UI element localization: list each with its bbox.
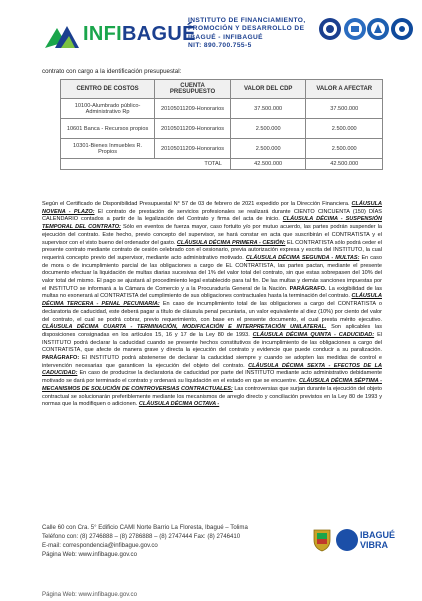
certification-seal-4-icon	[390, 17, 414, 41]
clause-9-text: El contrato de prestación de servicios profesionales se realizará durante CIENTO CINCUENTA (150) DÍAS CALENDARIO contados a partir de la legalización del Contrato y firma del acta de inicio.	[42, 208, 382, 223]
table-cell: 20105011209-Honorarios	[155, 139, 231, 159]
table-cell: 2.500.000	[230, 119, 306, 139]
institution-line: IBAGUÉ - INFIBAGUÉ	[188, 33, 263, 41]
table-header-row	[61, 80, 383, 99]
clause-15-text: El INSTITUTO podrá declarar la caducidad cuando se presente hechos constitutivos de incumplimiento de las obligaciones a cargo del CONTRATISTA, que afecte de manera grave y directa la ejecución del contrato y evidencie que puede conducir a su paralización.	[42, 331, 382, 354]
contract-clauses	[42, 201, 382, 409]
table-cell: 2.500.000	[306, 139, 383, 159]
paragrafo-1-title: PARÁGRAFO.	[289, 285, 327, 292]
column-header: VALOR A AFECTAR	[306, 80, 383, 99]
column-header: CENTRO DE COSTOS	[61, 80, 155, 99]
infibague-logo	[43, 22, 196, 52]
table-cell: 2.500.000	[306, 119, 383, 139]
paragrafo-1-text: La exigibilidad de las multas no exonerará al CONTRATISTA del cumplimiento de sus obligaciones contractuales hasta la terminación del contrato.	[42, 285, 382, 300]
total-afectar-value: 42.500.000	[306, 159, 383, 170]
table-cell: 37.500.000	[230, 99, 306, 119]
column-header: VALOR DEL CDP	[230, 80, 306, 99]
footer-address: Calle 60 con Cra. 5° Edificio CAMI Norte Barrio La Floresta, Ibagué – Tolima	[42, 524, 248, 531]
cdp-reference-text: Según el Certificado de Disponibilidad Presupuestal N° 57 de 03 de febrero de 2021 expedido por la Dirección Financiera.	[42, 201, 350, 207]
certification-seal-3-icon	[366, 17, 390, 41]
ibague-vibra-logo	[336, 528, 396, 554]
clause-12-title: CLÁUSULA DÉCIMA SEGUNDA - MULTAS:	[245, 254, 360, 261]
total-cdp-value: 42.500.000	[230, 159, 306, 170]
certification-seal-1-icon	[318, 17, 342, 41]
document-footer	[42, 523, 248, 559]
paragrafo-2-text: El INSTITUTO podrá abstenerse de declarar la caducidad siempre y cuando se adopten las medidas de control e intervención necesarias que garanticen la ejecución del objeto del contrato.	[42, 355, 382, 369]
clause-18-title: CLÁUSULA DÉCIMA OCTAVA -	[138, 401, 220, 408]
table-row	[61, 119, 383, 139]
clause-13-title: CLÁUSULA DÉCIMA TERCERA - PENAL PECUNIARIA:	[42, 293, 382, 308]
clause-10-text: Sólo en eventos de fuerza mayor, caso fortuito y/o por mutuo acuerdo, las partes podrán suspender la ejecución del contrato. Este hecho, previo concepto del supervisor, se hará constar en acta que suscribirán el CONTRATISTA y el supervisor con el visto bueno del ordenador del gasto.	[42, 224, 382, 246]
institution-line: PROMOCIÓN Y DESARROLLO DE	[188, 25, 305, 33]
logo-word-primary: INFI	[83, 23, 122, 45]
clause-11-title: CLÁUSULA DÉCIMA PRIMERA - CESIÓN:	[176, 239, 286, 246]
clause-16-title: CLÁUSULA DÉCIMA SEXTA - EFECTOS DE LA CADUCIDAD:	[42, 362, 382, 377]
table-total-row	[61, 159, 383, 170]
clause-17-text: Las controversias que surjan durante la ejecución del objeto contractual se solucionarán preferiblemente mediante los mecanismos de arreglo directo y conciliación previstos en la Ley 80 de 1993 y normas que la modifiquen o adicionen.	[42, 385, 383, 408]
table-cell: 10601 Banca - Recursos propios	[61, 119, 155, 139]
table-cell: 10100-Alumbrado público-Administrativo Rp	[61, 99, 155, 119]
vibra-circle-icon	[336, 529, 358, 551]
certification-seal-2-icon	[343, 17, 367, 41]
institution-info	[188, 17, 318, 51]
municipal-crest-icon	[312, 528, 332, 552]
clause-17-title: CLÁUSULA DÉCIMA SÉPTIMA - MECANISMOS DE SOLUCIÓN DE CONTROVERSIAS CONTRACTUALES:	[42, 378, 382, 392]
institution-line: NIT: 890.700.755-5	[188, 42, 252, 50]
table-row	[61, 139, 383, 159]
document-header	[0, 0, 422, 62]
budget-table	[60, 79, 383, 170]
infibague-logo-mark-icon	[43, 22, 81, 52]
table-cell: 20105011209-Honorarios	[155, 99, 231, 119]
clause-15-title: CLÁUSULA DÉCIMA QUINTA - CADUCIDAD:	[252, 331, 375, 338]
table-cell: 20105011209-Honorarios	[155, 119, 231, 139]
table-row	[61, 99, 383, 119]
logo-wordmark	[83, 22, 196, 46]
table-cell: 2.500.000	[230, 139, 306, 159]
vibra-word-1: IBAGUÉ	[360, 530, 396, 540]
clause-16-text: En caso de producirse la declaratoria de caducidad por parte del INSTITUTO mediante acto administrativo debidamente motivado se dará por terminado el contrato y ordenará su liquidación en el estado en que se encuentre.	[42, 370, 382, 385]
clause-9-title: CLÁUSULA NOVENA - PLAZO:	[42, 201, 383, 215]
column-header: CUENTA PRESUPUESTO	[155, 80, 231, 99]
table-intro-text: contrato con cargo a la identificación presupuestal:	[42, 68, 182, 75]
clause-14-text: Son aplicables las disposiciones consignadas en los artículos 15, 16 y 17 de la Ley 80 de 1993.	[42, 324, 382, 338]
logo-word-secondary: BAGUÉ	[121, 23, 196, 45]
institution-line: INSTITUTO DE FINANCIAMIENTO,	[188, 17, 306, 24]
footer-web: Página Web: www.infibague.gov.co	[42, 551, 137, 558]
vibra-word-2: VIBRA	[360, 540, 389, 550]
clause-11-text: EL CONTRATISTA sólo podrá ceder el presente contrato mediante contrato de cesión celebrado con el cesionario, previa autorización expresa y escrita del INSTITUTO, la cual requerirá concepto previo del supervisor, mediante acto administrativo motivado.	[42, 239, 382, 261]
clause-12-text: En caso de mora o de incumplimiento parcial de las obligaciones a cargo de EL CONTRATISTA, las partes pactan, mediante el presente documento efectuar la liquidación de multas diarias sucesivas del 1% del valor total del contrato, sin que estas sobrepasen del 10% del valor total del mismo. El pago se ajustará al procedimiento legal establecido para tal fin. De las multas y demás sanciones impuestas por el INSTITUTO se informará a la Cámara de Comercio y a la Procuraduría General de la Nación.	[42, 254, 382, 292]
footer-email: E-mail: correspondencia@infibague.gov.co	[42, 542, 158, 549]
footer-phones: Teléfono con: (8) 2746888 – (8) 2786888 – (8) 2747444 Fax: (8) 2746410	[42, 533, 241, 540]
clause-13-text: En caso de incumplimiento total de las obligaciones a cargo del CONTRATISTA o declaratoria de caducidad, este deberá pagar a título de cláusula penal pecuniaria, un valor equivalente al diez (10%) por ciento del valor del contrato, el cual se podrá cobrar, previo requerimiento, con base en el presente documento, el cual presta mérito ejecutivo.	[42, 301, 382, 323]
total-label: TOTAL	[61, 159, 231, 170]
paragrafo-2-title: PARÁGRAFO:	[42, 355, 80, 362]
clause-14-title: CLÁUSULA DÉCIMA CUARTA - TERMINACIÓN, MODIFICACIÓN E INTERPRETACIÓN UNILATERAL.	[42, 324, 327, 331]
clause-10-title: CLÁUSULA DÉCIMA - SUSPENSIÓN TEMPORAL DEL CONTRATO:	[42, 216, 382, 231]
page-bottom-web: Página Web: www.infibague.gov.co	[42, 591, 137, 598]
table-cell: 37.500.000	[306, 99, 383, 119]
table-cell: 10301-Bienes Inmuebles R. Propios	[61, 139, 155, 159]
footer-logos	[312, 528, 396, 554]
